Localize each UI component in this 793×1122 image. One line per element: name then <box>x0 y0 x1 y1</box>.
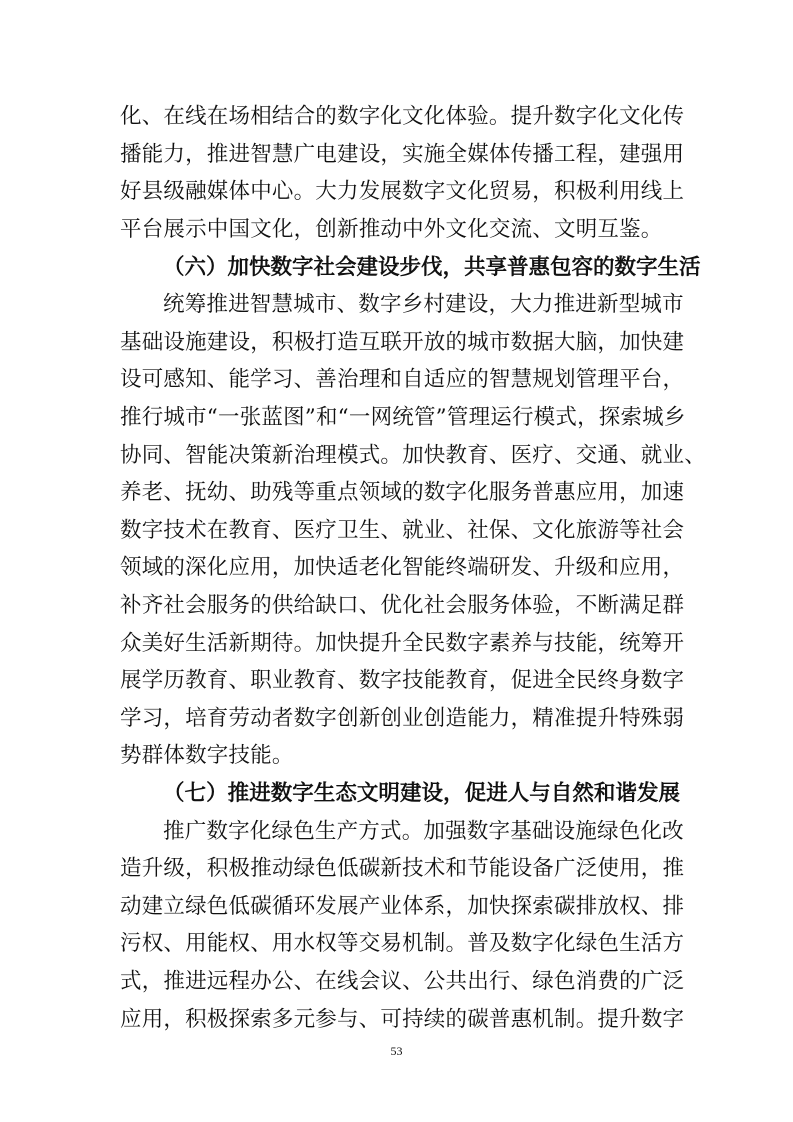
section-heading-6: （六）加快数字社会建设步伐，共享普惠包容的数字生活 <box>163 255 701 280</box>
paragraph-2-line-7: 数字技术在教育、医疗卫生、就业、社保、文化旅游等社会 <box>120 518 685 543</box>
paragraph-2-line-1: 统筹推进智慧城市、数字乡村建设，大力推进新型城市 <box>163 292 684 317</box>
paragraph-3-line-6: 应用，积极探索多元参与、可持续的碳普惠机制。提升数字 <box>120 1007 685 1032</box>
paragraph-3-line-4: 污权、用能权、用水权等交易机制。普及数字化绿色生活方 <box>120 931 685 956</box>
paragraph-3-line-2: 造升级，积极推动绿色低碳新技术和节能设备广泛使用，推 <box>120 856 685 881</box>
paragraph-2-line-2: 基础设施建设，积极打造互联开放的城市数据大脑，加快建 <box>120 330 685 355</box>
paragraph-2-line-6: 养老、抚幼、助残等重点领域的数字化服务普惠应用，加速 <box>120 480 685 505</box>
paragraph-2-line-10: 众美好生活新期待。加快提升全民数字素养与技能，统筹开 <box>120 631 685 656</box>
paragraph-3-line-3: 动建立绿色低碳循环发展产业体系，加快探索碳排放权、排 <box>120 894 685 919</box>
paragraph-2-line-13: 势群体数字技能。 <box>120 743 294 768</box>
paragraph-1-line-3: 好县级融媒体中心。大力发展数字文化贸易，积极利用线上 <box>120 179 685 204</box>
paragraph-2-line-8: 领域的深化应用，加快适老化智能终端研发、升级和应用， <box>120 555 685 580</box>
section-heading-7: （七）推进数字生态文明建设，促进人与自然和谐发展 <box>163 781 680 806</box>
paragraph-2-line-3: 设可感知、能学习、善治理和自适应的智慧规划管理平台， <box>120 367 685 392</box>
paragraph-3-line-1: 推广数字化绿色生产方式。加强数字基础设施绿色化改 <box>163 819 684 844</box>
paragraph-2-line-5: 协同、智能决策新治理模式。加快教育、医疗、交通、就业、 <box>120 443 706 468</box>
page-number: 53 <box>390 1044 403 1058</box>
paragraph-2-line-11: 展学历教育、职业教育、数字技能教育，促进全民终身数字 <box>120 668 685 693</box>
paragraph-1-line-1: 化、在线在场相结合的数字化文化体验。提升数字化文化传 <box>120 104 685 129</box>
paragraph-2-line-9: 补齐社会服务的供给缺口、优化社会服务体验，不断满足群 <box>120 593 685 618</box>
paragraph-3-line-5: 式，推进远程办公、在线会议、公共出行、绿色消费的广泛 <box>120 969 685 994</box>
paragraph-2-line-4: 推行城市“一张蓝图”和“一网统管”管理运行模式，探索城乡 <box>120 405 686 430</box>
paragraph-1-line-4: 平台展示中国文化，创新推动中外文化交流、文明互鉴。 <box>120 217 663 242</box>
paragraph-1-line-2: 播能力，推进智慧广电建设，实施全媒体传播工程，建强用 <box>120 142 685 167</box>
paragraph-2-line-12: 学习，培育劳动者数字创新创业创造能力，精准提升特殊弱 <box>120 706 685 731</box>
